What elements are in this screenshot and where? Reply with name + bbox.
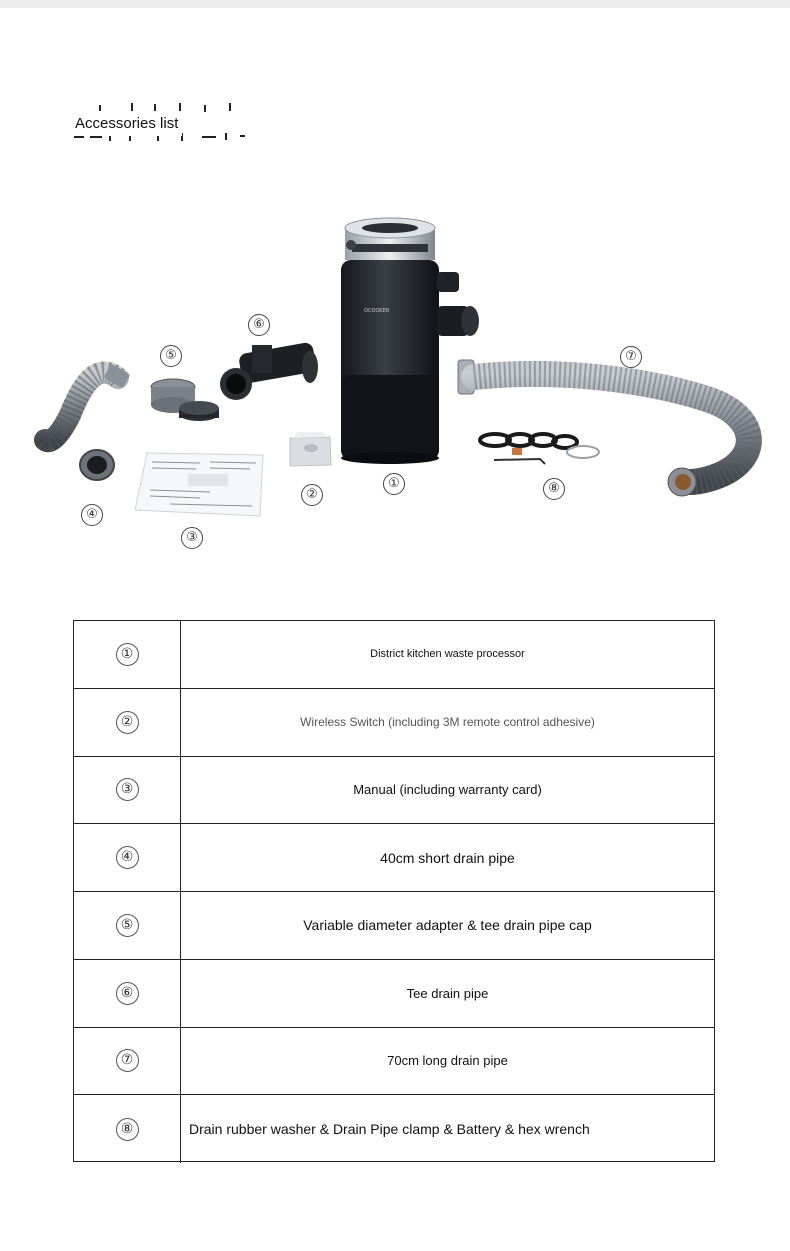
description-cell [181, 1028, 714, 1095]
table-row [74, 1028, 714, 1096]
wireless-switch-image [290, 432, 331, 466]
accessories-table [73, 620, 715, 1162]
item-number: ⑦ [116, 1049, 139, 1072]
table-row [74, 757, 714, 825]
item-number: ② [116, 711, 139, 734]
item-description: Wireless Switch (including 3M remote control adhesive) [300, 715, 595, 730]
item-number: ⑥ [116, 982, 139, 1005]
item-description: District kitchen waste processor [370, 648, 525, 661]
item-description: Manual (including warranty card) [353, 782, 542, 798]
callout-7: ⑦ [620, 346, 642, 368]
item-description: 40cm short drain pipe [380, 849, 515, 866]
description-cell [181, 892, 714, 959]
callout-8: ⑧ [543, 478, 565, 500]
number-cell [74, 1095, 181, 1163]
accessories-figure [0, 200, 790, 560]
table-row [74, 824, 714, 892]
description-cell [181, 960, 714, 1027]
item-number: ① [116, 643, 139, 666]
number-cell [74, 960, 181, 1027]
waste-processor-image [341, 218, 479, 464]
number-cell [74, 892, 181, 959]
manual-image [135, 453, 263, 516]
svg-text:OCOOKER: OCOOKER [364, 308, 390, 314]
top-border [0, 0, 790, 8]
number-cell [74, 689, 181, 756]
table-row [74, 1095, 714, 1163]
short-drain-pipe-image [45, 364, 131, 480]
item-number: ④ [116, 846, 139, 869]
washers-clamp-wrench-image [480, 434, 599, 464]
description-cell [181, 1095, 714, 1163]
item-description: Tee drain pipe [406, 985, 489, 1001]
callout-4: ④ [81, 504, 103, 526]
number-cell [74, 621, 181, 688]
item-number: ⑤ [116, 914, 139, 937]
callout-6: ⑥ [248, 314, 270, 336]
table-row [74, 892, 714, 960]
description-cell [181, 824, 714, 891]
long-drain-pipe-image [458, 360, 749, 496]
tee-drain-pipe-image [220, 342, 318, 400]
item-description: Drain rubber washer & Drain Pipe clamp & Battery & hex wrench [189, 1121, 590, 1138]
title-area [70, 103, 246, 141]
number-cell [74, 757, 181, 824]
callout-2: ② [301, 484, 323, 506]
item-description: Variable diameter adapter & tee drain pipe cap [303, 917, 592, 934]
callout-5: ⑤ [160, 345, 182, 367]
accessories-illustration [0, 200, 790, 560]
table-row [74, 960, 714, 1028]
number-cell [74, 1028, 181, 1095]
item-number: ⑧ [116, 1118, 139, 1141]
item-number: ③ [116, 778, 139, 801]
adapter-and-cap-image [151, 379, 219, 421]
table-row [74, 689, 714, 757]
description-cell [181, 757, 714, 824]
item-description: 70cm long drain pipe [387, 1053, 508, 1069]
callout-1: ① [383, 473, 405, 495]
page-title: Accessories list [71, 111, 182, 136]
description-cell [181, 689, 714, 756]
table-row [74, 621, 714, 689]
number-cell [74, 824, 181, 891]
callout-3: ③ [181, 527, 203, 549]
description-cell [181, 621, 714, 688]
